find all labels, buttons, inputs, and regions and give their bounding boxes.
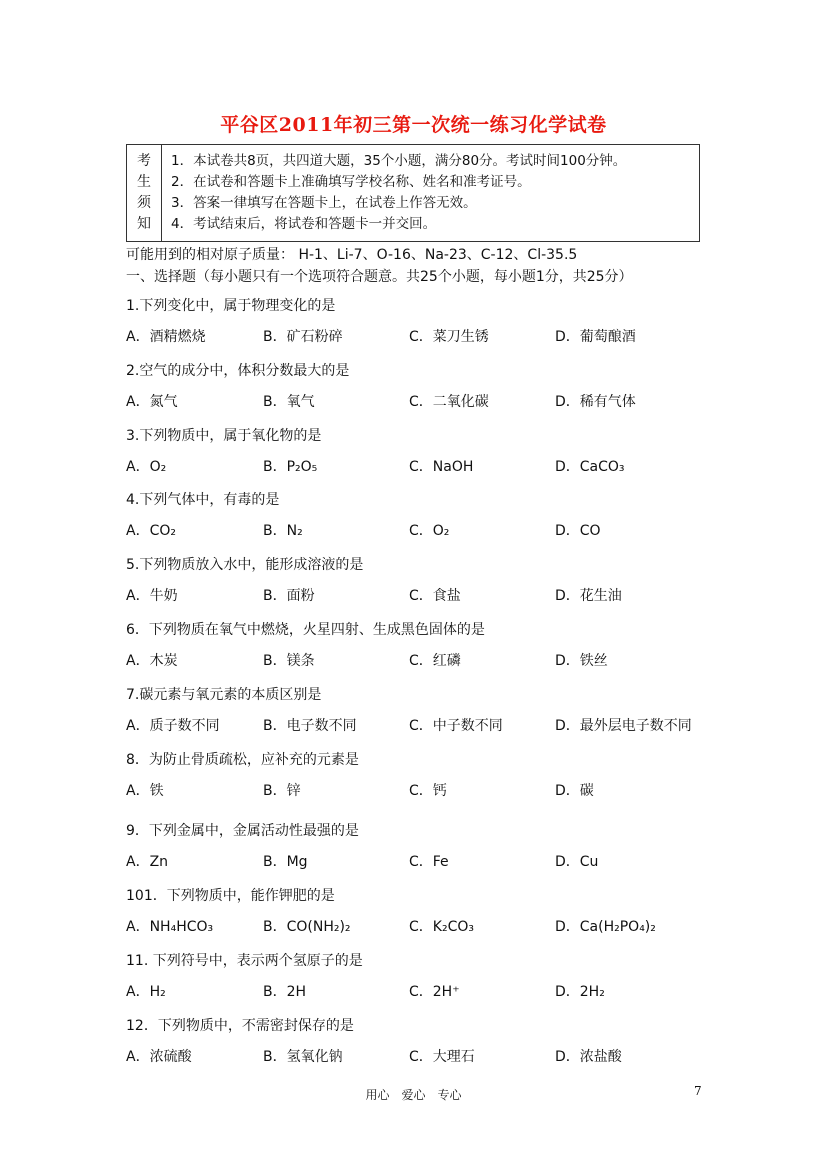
notice-heading xyxy=(127,145,162,241)
answer-option: D．Cu xyxy=(555,854,599,870)
answer-option: A．O₂ xyxy=(126,459,167,475)
answer-option: C．NaOH xyxy=(409,459,474,475)
answer-option: D．CaCO₃ xyxy=(555,459,625,475)
answer-option: A．NH₄HCO₃ xyxy=(126,919,214,935)
answer-option: A．CO₂ xyxy=(126,523,176,539)
exam-notice-box xyxy=(126,144,700,242)
answer-option: A．质子数不同 xyxy=(126,718,220,734)
answer-option: B．镁条 xyxy=(263,653,315,669)
answer-option: B．矿石粉碎 xyxy=(263,329,343,345)
question-stem: 11. 下列符号中，表示两个氢原子的是 xyxy=(126,953,363,969)
answer-option: C．二氧化碳 xyxy=(409,394,489,410)
notice-heading-char: 考 xyxy=(137,153,151,169)
answer-option: A．氮气 xyxy=(126,394,178,410)
answer-option: C．大理石 xyxy=(409,1049,475,1065)
question-stem: 9．下列金属中，金属活动性最强的是 xyxy=(126,823,359,839)
answer-option: D．浓盐酸 xyxy=(555,1049,622,1065)
question-stem: 12．下列物质中，不需密封保存的是 xyxy=(126,1018,354,1034)
question-stem: 4.下列气体中，有毒的是 xyxy=(126,492,280,508)
answer-option: A．铁 xyxy=(126,783,164,799)
atomic-mass-line: 可能用到的相对原子质量： H-1、Li-7、O-16、Na-23、C-12、Cl-35.5 xyxy=(126,247,578,263)
answer-option: D．CO xyxy=(555,523,601,539)
question-stem: 6．下列物质在氧气中燃烧，火星四射、生成黑色固体的是 xyxy=(126,622,485,638)
answer-option: B．N₂ xyxy=(263,523,303,539)
answer-option: B．P₂O₅ xyxy=(263,459,318,475)
answer-option: C．Fe xyxy=(409,854,449,870)
answer-option: B．氧气 xyxy=(263,394,315,410)
question-stem: 8．为防止骨质疏松，应补充的元素是 xyxy=(126,752,359,768)
question-stem: 7.碳元素与氧元素的本质区别是 xyxy=(126,687,322,703)
answer-option: D．Ca(H₂PO₄)₂ xyxy=(555,919,656,935)
answer-option: D．铁丝 xyxy=(555,653,608,669)
notice-heading-char: 须 xyxy=(137,195,151,211)
answer-option: B．氢氧化钠 xyxy=(263,1049,343,1065)
answer-option: B．CO(NH₂)₂ xyxy=(263,919,351,935)
page-title: 平谷区2011年初三第一次统一练习化学试卷 xyxy=(220,114,607,136)
question-stem: 101．下列物质中，能作钾肥的是 xyxy=(126,888,335,904)
answer-option: A．Zn xyxy=(126,854,169,870)
answer-option: A．浓硫酸 xyxy=(126,1049,192,1065)
answer-option: C．食盐 xyxy=(409,588,461,604)
answer-option: A．牛奶 xyxy=(126,588,178,604)
answer-option: A．酒精燃烧 xyxy=(126,329,206,345)
answer-option: D．花生油 xyxy=(555,588,622,604)
answer-option: C．菜刀生锈 xyxy=(409,329,489,345)
answer-option: B．2H xyxy=(263,984,307,1000)
question-stem: 3.下列物质中，属于氧化物的是 xyxy=(126,428,322,444)
answer-option: D．碳 xyxy=(555,783,594,799)
notice-heading-char: 知 xyxy=(137,216,151,232)
notice-heading-char: 生 xyxy=(137,174,151,190)
answer-option: B．电子数不同 xyxy=(263,718,357,734)
answer-option: B．锌 xyxy=(263,783,301,799)
notice-list xyxy=(171,151,626,235)
answer-option: C．O₂ xyxy=(409,523,450,539)
page-footer: 用心 爱心 专心 xyxy=(365,1088,462,1102)
notice-item: 4．考试结束后，将试卷和答题卡一并交回。 xyxy=(171,216,437,232)
answer-option: D．2H₂ xyxy=(555,984,605,1000)
answer-option: D．稀有气体 xyxy=(555,394,636,410)
answer-option: C．中子数不同 xyxy=(409,718,503,734)
question-stem: 1.下列变化中，属于物理变化的是 xyxy=(126,298,336,314)
answer-option: D．最外层电子数不同 xyxy=(555,718,692,734)
question-stem: 2.空气的成分中，体积分数最大的是 xyxy=(126,363,350,379)
answer-option: B．Mg xyxy=(263,854,308,870)
answer-option: C．红磷 xyxy=(409,653,461,669)
answer-option: B．面粉 xyxy=(263,588,315,604)
notice-item: 2．在试卷和答题卡上准确填写学校名称、姓名和准考证号。 xyxy=(171,174,531,190)
answer-option: C．2H⁺ xyxy=(409,984,460,1000)
notice-item: 1．本试卷共8页，共四道大题，35个小题，满分80分。考试时间100分钟。 xyxy=(171,153,627,169)
answer-option: A．木炭 xyxy=(126,653,178,669)
answer-option: C．K₂CO₃ xyxy=(409,919,474,935)
question-stem: 5.下列物质放入水中，能形成溶液的是 xyxy=(126,557,364,573)
page-number: 7 xyxy=(694,1084,702,1098)
answer-option: A．H₂ xyxy=(126,984,166,1000)
section-heading: 一、选择题（每小题只有一个选项符合题意。共25个小题，每小题1分，共25分） xyxy=(126,269,633,285)
answer-option: C．钙 xyxy=(409,783,447,799)
answer-option: D．葡萄酿酒 xyxy=(555,329,636,345)
notice-item: 3．答案一律填写在答题卡上，在试卷上作答无效。 xyxy=(171,195,477,211)
